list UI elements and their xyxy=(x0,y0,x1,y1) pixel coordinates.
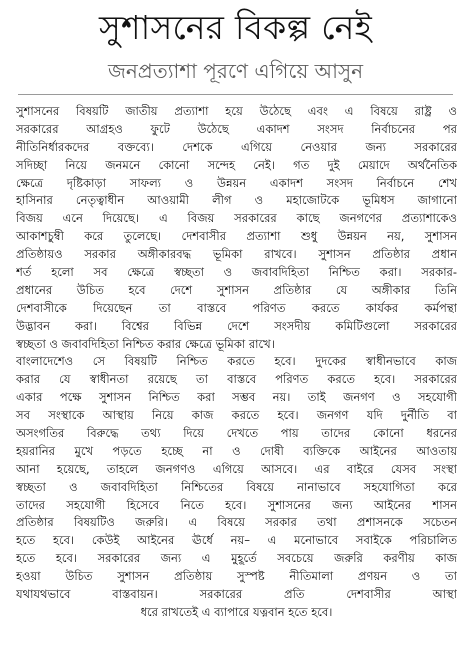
article-body xyxy=(10,103,461,622)
body-line: হতে হবে। সরকারের জন্য এ মুহূর্তে সবচেয়ে জরুরি করণীয় কাজ xyxy=(16,551,457,566)
body-line: দেশবাসীকে দিয়েছেন তা বাস্তবে পরিণত করতে কার্যকর কর্মপন্থা xyxy=(16,300,457,315)
body-line: ক্ষেত্রে দৃষ্টিকাড়া সাফল্য ও উন্নয়ন একাদশ সংসদ নির্বাচনে শেখ xyxy=(16,175,457,190)
body-line: সুশাসনের বিষয়টি জাতীয় প্রত্যাশা হয়ে উঠেছে এবং এ বিষয়ে রাষ্ট্র ও xyxy=(16,104,457,118)
body-line: প্রতিষ্ঠার বিষয়টিও জরুরি। এ বিষয়ে সরকার তথা প্রশাসনকে সচেতন xyxy=(16,515,457,530)
body-line: শর্ত হলো সব ক্ষেত্রে স্বচ্ছতা ও জবাবদিহিতা নিশ্চিত করা। সরকার- xyxy=(16,265,457,280)
article-headline: সুশাসনের বিকল্প নেই xyxy=(98,8,373,47)
body-line: প্রতিষ্ঠায়ও সরকার অঙ্গীকারবদ্ধ ভূমিকা রাখবে। সুশাসন প্রতিষ্ঠার প্রধান xyxy=(16,247,457,262)
body-line: বাংলাদেশেও সে বিষয়টি নিশ্চিত করতে হবে। দুদকের স্বাধীনভাবে কাজ xyxy=(16,354,457,369)
body-line: প্রধানের উচিত হবে দেশে সুশাসন প্রতিষ্ঠার যে অঙ্গীকার তিনি xyxy=(16,282,457,297)
article-subheadline: জনপ্রত্যাশা পূরণে এগিয়ে আসুন xyxy=(107,59,364,83)
body-line: যথাযথভাবে বাস্তবায়ন। সরকারের প্রতি দেশবাসীর আস্থা xyxy=(16,587,457,602)
body-line: আকাশচুম্বী করে তুলেছে। দেশবাসীর প্রত্যাশা শুধু উন্নয়ন নয়, সুশাসন xyxy=(16,229,457,244)
body-line: হওয়া উচিত সুশাসন প্রতিষ্ঠায় সুস্পষ্ট নীতিমালা প্রণয়ন ও তা xyxy=(16,569,457,584)
body-line: বিজয় এনে দিয়েছে। এ বিজয় সরকারের কাছে জনগণের প্রত্যাশাকেও xyxy=(16,211,457,226)
body-line: তাদের সহযোগী হিসেবে নিতে হবে। সুশাসনের জন্য আইনের শাসন xyxy=(16,497,457,512)
body-line: একার পক্ষে সুশাসন নিশ্চিত করা সম্ভব নয়। তাই জনগণ ও সহযোগী xyxy=(16,390,457,405)
body-line: সদিচ্ছা নিয়ে জনমনে কোনো সন্দেহ নেই। গত দুই মেয়াদে অর্থনৈতিক xyxy=(16,157,457,172)
body-line: সব সংস্থাকে আস্থায় নিয়ে কাজ করতে হবে। জনগণ যদি দুর্নীতি বা xyxy=(16,408,457,423)
body-line: হতে হবে। কেউই আইনের ঊর্ধে নয়– এ মনোভাবে সবাইকে পরিচালিত xyxy=(16,533,457,548)
body-line: স্বচ্ছতা ও জবাবদিহিতা নিশ্চিতের বিষয়ে নানাভাবে সহযোগিতা করে xyxy=(16,479,457,494)
body-line: সরকারের আগ্রহও ফুটে উঠেছে একাদশ সংসদ নির্বাচনের পর xyxy=(16,121,457,136)
headline-divider xyxy=(18,94,453,95)
body-line: আনা হয়েছে, তাহলে জনগণও এগিয়ে আসবে। এর বাইরে যেসব সংস্থা xyxy=(16,461,457,476)
body-line: নীতিনির্ধারকদের বক্তব্যে। দেশকে এগিয়ে নেওয়ার জন্য সরকারের xyxy=(16,139,457,154)
body-line: উদ্ভাবন করা। বিশ্বের বিভিন্ন দেশে সংসদীয় কমিটিগুলো সরকারের xyxy=(16,318,457,333)
body-line: স্বচ্ছতা ও জবাবদিহিতা নিশ্চিত করার ক্ষেত্রে ভূমিকা রাখে। xyxy=(16,336,275,351)
body-line: হয়রানির মুখে পড়তে হচ্ছে না ও দোষী ব্যক্তিকে আইনের আওতায় xyxy=(16,443,457,458)
body-line: অসংগতির বিরুদ্ধে তথ্য দিয়ে দেখতে পায় তাদের কোনো ধরনের xyxy=(16,426,457,441)
body-line: ধরে রাখতেই এ ব্যাপারে যত্নবান হতে হবে। xyxy=(140,604,333,619)
body-line: করার যে স্বাধীনতা রয়েছে তা বাস্তবে পরিণত করতে হবে। সরকারের xyxy=(16,372,457,387)
body-line: হাসিনার নেতৃত্বাধীন আওয়ামী লীগ ও মহাজোটকে ভূমিধস জাগানো xyxy=(16,193,457,208)
